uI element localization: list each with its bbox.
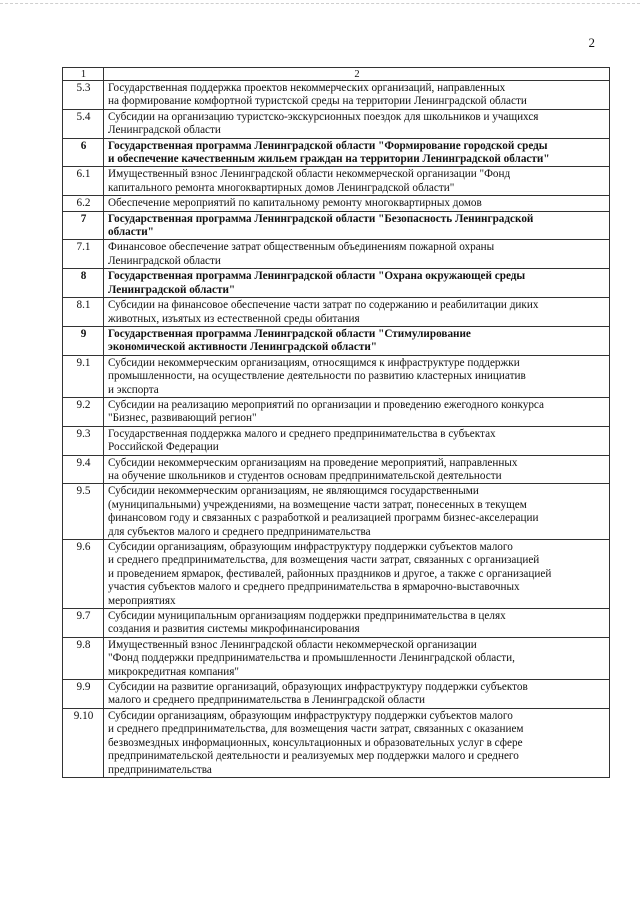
row-text: Государственная программа Ленинградской области "Формирование городской среды и обеспечение качественным жильем граждан на территории Ленинградской области" xyxy=(104,138,610,167)
table-header-row xyxy=(63,68,610,81)
table-row xyxy=(63,196,610,211)
table-row xyxy=(63,426,610,455)
row-number: 9.4 xyxy=(63,455,104,484)
row-number: 9.1 xyxy=(63,355,104,397)
header-col-text: 2 xyxy=(104,68,610,81)
page-number: 2 xyxy=(588,35,595,50)
row-number: 5.4 xyxy=(63,109,104,138)
table-row xyxy=(63,211,610,240)
table-row xyxy=(63,167,610,196)
row-text: Субсидии организациям, образующим инфраструктуру поддержки субъектов малого и среднего предпринимательства, для возмещения части затрат, связанных с оказанием безвозмездных информационных, консультационных и образовательных услуг в сфере предпринимательской деятельности и реализуемых мер поддержки малого и среднего предпринимательства xyxy=(104,708,610,777)
row-number: 9 xyxy=(63,326,104,355)
table-row xyxy=(63,637,610,679)
row-number: 9.10 xyxy=(63,708,104,777)
table-row xyxy=(63,81,610,110)
row-text: Субсидии на финансовое обеспечение части затрат по содержанию и реабилитации диких животных, изъятых из естественной среды обитания xyxy=(104,298,610,327)
table-row xyxy=(63,680,610,709)
row-text: Субсидии организациям, образующим инфраструктуру поддержки субъектов малого и среднего предпринимательства, для возмещения части затрат, связанных с организацией и проведением ярмарок, фестивалей, районных праздников и другое, а также с организацией участия субъектов малого и среднего предпринимательства в ярмарочно-выставочных мероприятиях xyxy=(104,540,610,609)
row-number: 6.1 xyxy=(63,167,104,196)
table-row xyxy=(63,455,610,484)
row-number: 6 xyxy=(63,138,104,167)
table-row xyxy=(63,484,610,540)
row-text: Субсидии некоммерческим организациям, относящимся к инфраструктуре поддержки промышленности, на осуществление деятельности по развитию кластерных инициатив и экспорта xyxy=(104,355,610,397)
row-text: Государственная поддержка проектов некоммерческих организаций, направленных на формирование комфортной туристской среды на территории Ленинградской области xyxy=(104,81,610,110)
row-text: Имущественный взнос Ленинградской области некоммерческой организации "Фонд поддержки предпринимательства и промышленности Ленинградской области, микрокредитная компания" xyxy=(104,637,610,679)
row-number: 7.1 xyxy=(63,240,104,269)
table-row xyxy=(63,298,610,327)
row-number: 6.2 xyxy=(63,196,104,211)
table-row xyxy=(63,109,610,138)
row-text: Субсидии на развитие организаций, образующих инфраструктуру поддержки субъектов малого и среднего предпринимательства в Ленинградской области xyxy=(104,680,610,709)
table-row xyxy=(63,355,610,397)
row-text: Государственная программа Ленинградской области "Стимулирование экономической активности Ленинградской области" xyxy=(104,326,610,355)
row-number: 8.1 xyxy=(63,298,104,327)
row-number: 9.7 xyxy=(63,609,104,638)
table-row xyxy=(63,240,610,269)
scan-top-edge xyxy=(0,3,640,4)
table-row xyxy=(63,326,610,355)
table-body xyxy=(63,68,610,778)
row-text: Государственная программа Ленинградской области "Безопасность Ленинградской области" xyxy=(104,211,610,240)
row-number: 5.3 xyxy=(63,81,104,110)
table-row xyxy=(63,609,610,638)
row-number: 7 xyxy=(63,211,104,240)
row-text: Финансовое обеспечение затрат общественным объединениям пожарной охраны Ленинградской области xyxy=(104,240,610,269)
row-number: 9.2 xyxy=(63,397,104,426)
table-row xyxy=(63,397,610,426)
table-row xyxy=(63,269,610,298)
row-number: 9.6 xyxy=(63,540,104,609)
row-number: 9.5 xyxy=(63,484,104,540)
row-text: Субсидии некоммерческим организациям, не являющимся государственными (муниципальными) учреждениями, на возмещение части затрат, понесенных в текущем финансовом году и связанных с разработкой и реализацией программ бизнес-акселерации для субъектов малого и среднего предпринимательства xyxy=(104,484,610,540)
subsidy-table xyxy=(62,67,610,778)
row-text: Субсидии на организацию туристско-экскурсионных поездок для школьников и учащихся Ленинградской области xyxy=(104,109,610,138)
table-row xyxy=(63,540,610,609)
row-number: 9.9 xyxy=(63,680,104,709)
row-text: Субсидии на реализацию мероприятий по организации и проведению ежегодного конкурса "Бизнес, развивающий регион" xyxy=(104,397,610,426)
row-number: 8 xyxy=(63,269,104,298)
table-row xyxy=(63,138,610,167)
row-text: Государственная программа Ленинградской области "Охрана окружающей среды Ленинградской области" xyxy=(104,269,610,298)
row-text: Субсидии муниципальным организациям поддержки предпринимательства в целях создания и развития системы микрофинансирования xyxy=(104,609,610,638)
row-text: Имущественный взнос Ленинградской области некоммерческой организации "Фонд капитального ремонта многоквартирных домов Ленинградской области" xyxy=(104,167,610,196)
row-text: Субсидии некоммерческим организациям на проведение мероприятий, направленных на обучение школьников и студентов основам предпринимательской деятельности xyxy=(104,455,610,484)
row-number: 9.3 xyxy=(63,426,104,455)
table-row xyxy=(63,708,610,777)
row-text: Государственная поддержка малого и среднего предпринимательства в субъектах Российской Федерации xyxy=(104,426,610,455)
row-text: Обеспечение мероприятий по капитальному ремонту многоквартирных домов xyxy=(104,196,610,211)
header-col-number: 1 xyxy=(63,68,104,81)
row-number: 9.8 xyxy=(63,637,104,679)
